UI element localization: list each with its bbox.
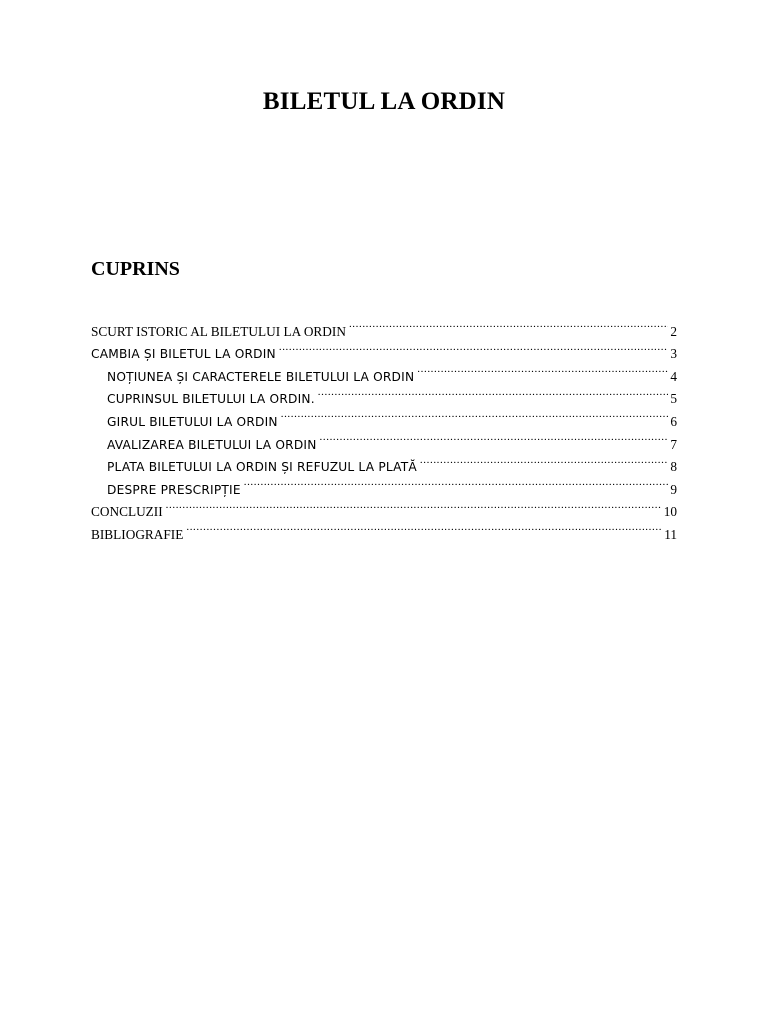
toc-dot-leader <box>420 449 668 472</box>
toc-dot-leader <box>318 381 669 404</box>
toc-dot-leader <box>244 471 669 494</box>
toc-entry-label: AVALIZAREA BILETULUI LA ORDIN <box>107 437 317 452</box>
toc-page-number: 11 <box>664 526 677 542</box>
toc-dot-leader <box>349 313 668 336</box>
toc-entry-bibliografie[interactable] <box>91 516 677 542</box>
toc-heading: CUPRINS <box>91 258 180 280</box>
toc-entry-label: BIBLIOGRAFIE <box>91 526 184 542</box>
toc-page-number: 3 <box>670 346 677 362</box>
toc-entry-label: SCURT ISTORIC AL BILETULUI LA ORDIN <box>91 323 346 339</box>
toc-entry-label: CONCLUZII <box>91 504 163 520</box>
toc-dot-leader <box>417 358 668 381</box>
toc-page-number: 10 <box>663 504 677 520</box>
toc-page-number: 2 <box>670 323 677 339</box>
toc-page-number: 7 <box>670 436 677 452</box>
toc-dot-leader <box>166 494 662 517</box>
toc-entry-label: CAMBIA ȘI BILETUL LA ORDIN <box>91 347 276 362</box>
toc-entry-label: DESPRE PRESCRIPȚIE <box>107 482 241 497</box>
toc-entry-label: PLATA BILETULUI LA ORDIN ȘI REFUZUL LA PLATĂ <box>107 460 417 475</box>
toc-page-number: 9 <box>670 481 677 497</box>
toc-page-number: 4 <box>670 368 677 384</box>
toc-dot-leader <box>320 426 669 449</box>
toc-entry-label: CUPRINSUL BILETULUI LA ORDIN. <box>107 392 315 407</box>
toc-dot-leader <box>279 336 668 359</box>
toc-dot-leader <box>281 403 669 426</box>
toc-page-number: 6 <box>670 413 677 429</box>
table-of-contents <box>91 313 677 542</box>
toc-entry-label: GIRUL BILETULUI LA ORDIN <box>107 414 278 429</box>
toc-dot-leader <box>186 516 662 539</box>
toc-page-number: 8 <box>670 459 677 475</box>
toc-entry-concluzii[interactable] <box>91 494 677 520</box>
toc-page-number: 5 <box>670 391 677 407</box>
toc-entry-label: NOȚIUNEA ȘI CARACTERELE BILETULUI LA ORDIN <box>107 369 415 384</box>
document-title: BILETUL LA ORDIN <box>262 88 506 115</box>
toc-entry-scurt-istoric[interactable] <box>91 313 677 339</box>
